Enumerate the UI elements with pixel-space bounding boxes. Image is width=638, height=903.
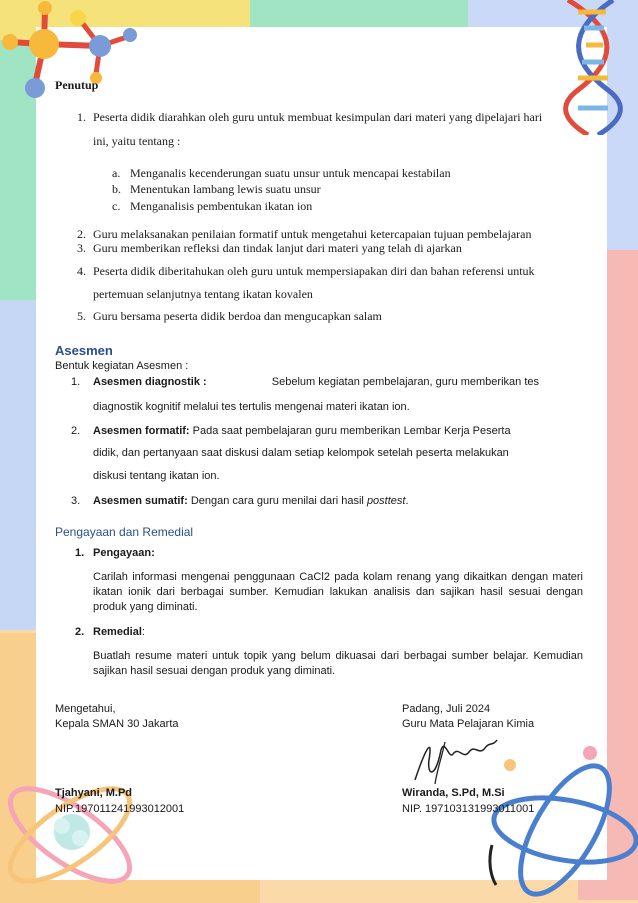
signature-left-line2: Kepala SMAN 30 Jakarta: [55, 718, 179, 730]
list-number: 5.: [77, 309, 86, 323]
asesmen-item: [93, 376, 539, 388]
asesmen-text: Dengan cara guru menilai dari hasil: [190, 495, 364, 507]
pengayaan-body: Carilah informasi mengenai penggunaan CaCl2 pada kolam renang yang dikaitkan dengan materi ikatan ionik dari berbagai sumber. Kemudian lakukan analisis dan sajikan hasil sesuai dengan produk yang diminati.: [93, 571, 583, 613]
list-item-text: Guru bersama peserta didik berdoa dan mengucapkan salam: [93, 309, 382, 323]
asesmen-italic: posttest: [366, 495, 406, 507]
asesmen-text: diskusi tentang ikatan ion.: [93, 470, 220, 482]
signature-left-line1: Mengetahui,: [55, 703, 116, 715]
sublist-letter: c.: [112, 199, 121, 213]
asesmen-text: Pada saat pembelajaran guru memberikan Lembar Kerja Peserta: [192, 425, 511, 437]
remedial-heading: [93, 626, 145, 638]
list-number: 2.: [75, 626, 85, 638]
list-item-text: Guru memberikan refleksi dan tindak lanjut dari materi yang telah di ajarkan: [93, 241, 462, 255]
asesmen-label: Asesmen diagnostik :: [93, 376, 207, 388]
sublist-item: Menentukan lambang lewis suatu unsur: [130, 182, 321, 196]
signature-right-line2: Guru Mata Pelajaran Kimia: [402, 718, 535, 730]
section-title-penutup: Penutup: [55, 78, 99, 92]
asesmen-text: diagnostik kognitif melalui tes tertulis mengenai materi ikatan ion.: [93, 401, 410, 413]
list-item-text: ini, yaitu tentang :: [93, 134, 181, 148]
list-number: 2.: [71, 425, 81, 437]
asesmen-item: [93, 495, 409, 507]
asesmen-text: Sebelum kegiatan pembelajaran, guru memberikan tes: [271, 376, 539, 388]
pengayaan-label: Pengayaan:: [93, 547, 155, 559]
asesmen-label: Asesmen sumatif:: [93, 495, 188, 507]
list-item-text: Guru melaksanakan penilaian formatif untuk mengetahui ketercapaian tujuan pembelajaran: [93, 227, 532, 241]
asesmen-item: [93, 425, 511, 437]
signature-left-name: Tjahyani, M.Pd: [55, 787, 133, 799]
list-item-text: pertemuan selanjutnya tentang ikatan kovalen: [93, 287, 313, 301]
list-number: 1.: [75, 547, 85, 559]
handwritten-signature: [405, 730, 505, 788]
list-number: 3.: [71, 495, 81, 507]
sublist-letter: b.: [112, 182, 121, 196]
asesmen-intro: Bentuk kegiatan Asesmen :: [55, 360, 189, 372]
sublist-item: Menganalis kecenderungan suatu unsur untuk mencapai kestabilan: [130, 166, 451, 180]
list-item-text: Peserta didik diberitahukan oleh guru untuk mempersiapakan diri dan bahan referensi untuk: [93, 264, 535, 278]
list-item-text: Peserta didik diarahkan oleh guru untuk membuat kesimpulan dari materi yang dipelajari hari: [93, 110, 543, 124]
list-number: 3.: [77, 241, 86, 255]
section-title-pengayaan: Pengayaan dan Remedial: [55, 525, 194, 539]
list-number: 1.: [77, 110, 86, 124]
remedial-colon: :: [141, 626, 145, 638]
sublist-item: Menganalisis pembentukan ikatan ion: [130, 199, 313, 213]
signature-right-nip: NIP. 197103131993011001: [402, 803, 535, 815]
asesmen-label: Asesmen formatif:: [93, 425, 190, 437]
list-number: 4.: [77, 264, 86, 278]
signature-left-nip: NIP.197011241993012001: [55, 803, 185, 815]
asesmen-text: didik, dan pertanyaan saat diskusi dalam setiap kelompok setelah peserta melakukan: [93, 447, 509, 459]
signature-right-line1: Padang, Juli 2024: [402, 703, 491, 715]
list-number: 2.: [77, 227, 86, 241]
section-title-asesmen: Asesmen: [55, 343, 113, 358]
asesmen-end: .: [405, 495, 409, 507]
signature-right-name: Wiranda, S.Pd, M.Si: [402, 787, 505, 799]
remedial-body: Buatlah resume materi untuk topik yang belum dikuasai dari berbagai sumber belajar. Kemudian sajikan hasil sesuai dengan produk yang diminati.: [93, 650, 583, 677]
remedial-item: [75, 626, 84, 638]
list-number: 1.: [71, 376, 81, 388]
sublist-letter: a.: [112, 166, 121, 180]
remedial-label: Remedial: [93, 626, 142, 638]
